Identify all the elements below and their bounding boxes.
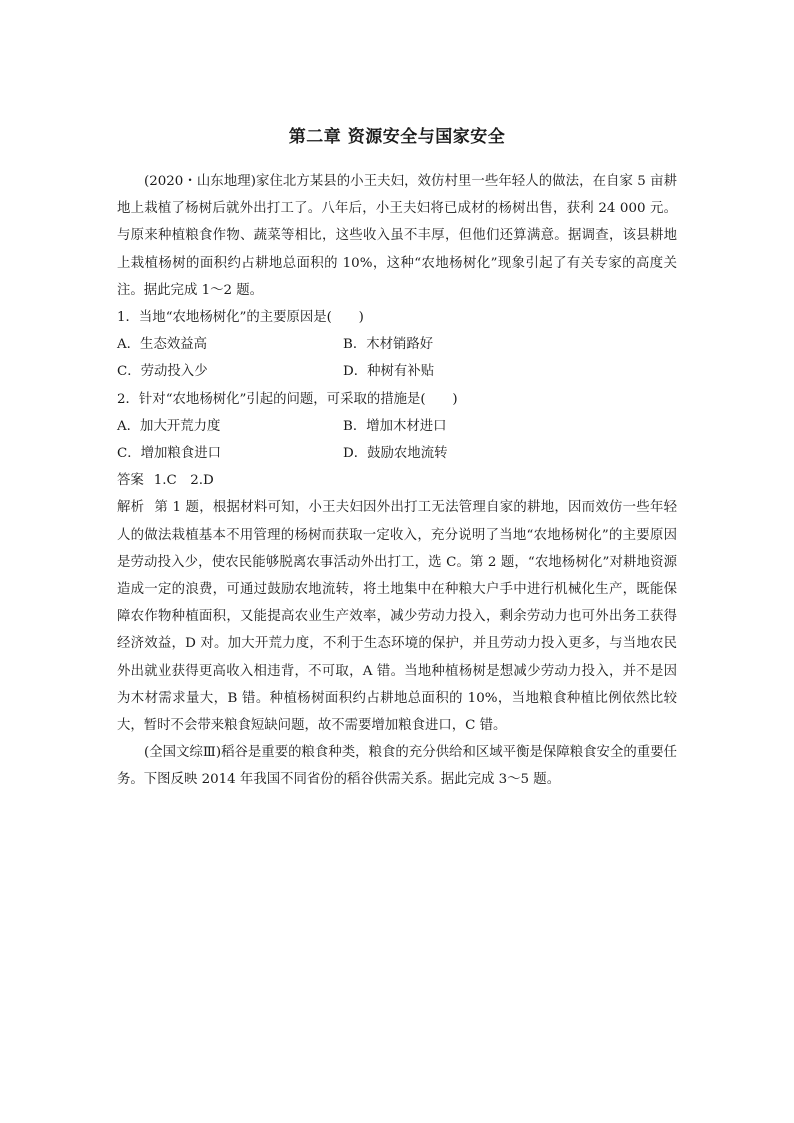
question-1-stem: 1．当地“农地杨树化”的主要原因是( ) [117, 310, 364, 326]
question-2-option-d: D．鼓励农地流转 [343, 446, 448, 462]
question-2-option-a: A．加大开荒力度 [117, 418, 221, 434]
question-1-option-b: B．木材销路好 [343, 337, 434, 353]
question-2-options-row-1 [117, 413, 677, 440]
passage-1: (2020・山东地理)家住北方某县的小王夫妇，效仿村里一些年轻人的做法，在自家 5 亩耕地上栽植了杨树后就外出打工了。八年后，小王夫妇将已成材的杨树出售，获利 24 000 元。与原来种植粮食作物、蔬菜等相比，这些收入虽不丰厚，但他们还算满意。据调查，该县耕地上栽植杨树的面积约占耕地总面积的 10%，这种“农地杨树化”现象引起了有关专家的高度关注。据此完成 1～2 题。 [117, 174, 677, 298]
explanation-paragraph [117, 494, 677, 739]
answer-text: 1.C 2.D [153, 473, 214, 489]
explanation-text: 第 1 题，根据材料可知，小王夫妇因外出打工无法管理自家的耕地，因而效仿一些年轻人的做法栽植基本不用管理的杨树而获取一定收入，充分说明了当地“农地杨树化”的主要原因是劳动投入少，使农民能够脱离农事活动外出打工，选 C。第 2 题，“农地杨树化”对耕地资源造成一定的浪费，可通过鼓励农地流转，将土地集中在种粮大户手中进行机械化生产，既能保障农作物种植面积，又能提高农业生产效率，减少劳动力投入，剩余劳动力也可外出务工获得经济效益，D 对。加大开荒力度，不利于生态环境的保护，并且劳动力投入更多，与当地农民外出就业获得更高收入相违背，不可取，A 错。当地种植杨树是想减少劳动力投入，并不是因为木材需求量大，B 错。种植杨树面积约占耕地总面积的 10%，当地粮食种植比例依然比较大，暂时不会带来粮食短缺问题，故不需要增加粮食进口，C 错。 [117, 500, 678, 734]
question-2-stem: 2．针对“农地杨树化”引起的问题，可采取的措施是( ) [117, 391, 458, 407]
question-1-options-row-1 [117, 331, 677, 358]
question-2-option-c: C．增加粮食进口 [117, 446, 221, 462]
question-1-option-c: C．劳动投入少 [117, 364, 208, 380]
explanation-label: 解析 [117, 500, 145, 516]
question-2-option-b: B．增加木材进口 [343, 418, 447, 434]
passage-2: (全国文综Ⅲ)稻谷是重要的粮食种类，粮食的充分供给和区域平衡是保障粮食安全的重要任务。下图反映 2014 年我国不同省份的稻谷供需关系。据此完成 3～5 题。 [117, 745, 677, 788]
question-2-options-row-2 [117, 440, 677, 467]
question-1-option-d: D．种树有补贴 [343, 364, 435, 380]
chapter-title: 第二章 资源安全与国家安全 [288, 127, 506, 147]
question-1-options-row-2 [117, 358, 677, 385]
document-body [117, 168, 677, 794]
question-1-option-a: A．生态效益高 [117, 337, 208, 353]
answer-line [117, 467, 677, 494]
answer-label: 答案 [117, 473, 144, 489]
